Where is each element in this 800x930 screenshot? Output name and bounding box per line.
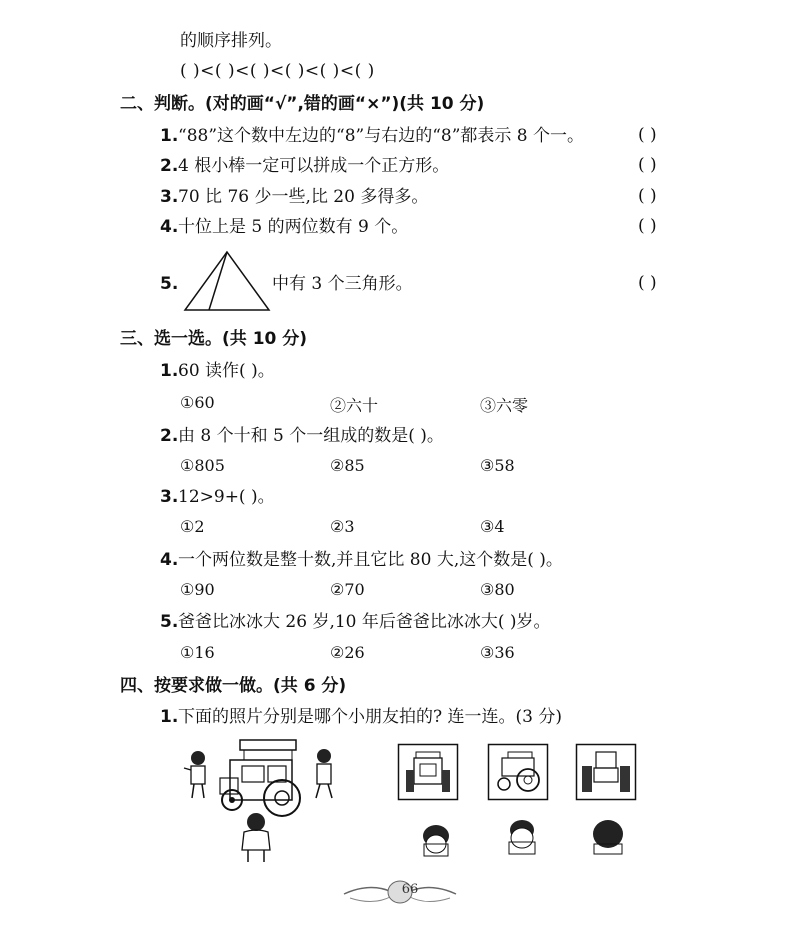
option-3[interactable]: ③六零: [480, 396, 529, 415]
item-text[interactable]: 一个两位数是整十数,并且它比 80 大,这个数是( )。: [178, 550, 563, 570]
option-2[interactable]: ②六十: [330, 396, 379, 415]
item-number: 4.: [160, 550, 179, 570]
item-number: 1.: [160, 361, 179, 381]
item-number: 3.: [160, 187, 179, 207]
item-text[interactable]: 60 读作( )。: [178, 361, 275, 381]
option-1[interactable]: ①60: [180, 393, 215, 412]
option-3[interactable]: ③4: [480, 517, 505, 536]
option-3[interactable]: ③58: [480, 456, 515, 475]
item-text: 70 比 76 少一些,比 20 多得多。: [178, 187, 429, 207]
section-2-heading: 二、判断。(对的画“√”,错的画“×”)(共 10 分): [120, 94, 485, 114]
option-1[interactable]: ①90: [180, 580, 215, 599]
answer-paren[interactable]: ( ): [638, 186, 657, 206]
continuation-text: 的顺序排列。: [180, 31, 282, 51]
scene-tractor-children-illustration: [182, 738, 342, 863]
option-2[interactable]: ②70: [330, 580, 365, 599]
item-text: “88”这个数中左边的“8”与右边的“8”都表示 8 个一。: [178, 126, 585, 146]
item-text[interactable]: 12>9+( )。: [178, 487, 275, 507]
child-taking-photo-3[interactable]: [588, 818, 628, 856]
item-text[interactable]: 爸爸比冰冰大 26 岁,10 年后爸爸比冰冰大( )岁。: [178, 612, 551, 632]
order-blanks-row[interactable]: ( )<( )<( )<( )<( )<( ): [180, 61, 375, 81]
photo-front-view-tractor[interactable]: [398, 744, 458, 800]
item-number: 5.: [160, 612, 179, 632]
item-number: 1.: [160, 707, 179, 727]
triangle-figure: [182, 250, 272, 312]
item-number: 2.: [160, 156, 179, 176]
answer-paren[interactable]: ( ): [638, 216, 657, 236]
section-4-heading: 四、按要求做一做。(共 6 分): [120, 676, 347, 696]
option-1[interactable]: ①2: [180, 517, 205, 536]
item-number: 5.: [160, 274, 179, 294]
answer-paren[interactable]: ( ): [638, 155, 657, 175]
item-text: 下面的照片分别是哪个小朋友拍的? 连一连。(3 分): [178, 707, 563, 727]
answer-paren[interactable]: ( ): [638, 125, 657, 145]
photo-rear-view-tractor[interactable]: [576, 744, 636, 800]
option-1[interactable]: ①805: [180, 456, 225, 475]
option-2[interactable]: ②3: [330, 517, 355, 536]
photo-side-view-tractor[interactable]: [488, 744, 548, 800]
item-number: 1.: [160, 126, 179, 146]
section-3-heading: 三、选一选。(共 10 分): [120, 329, 308, 349]
item-number: 2.: [160, 426, 179, 446]
option-2[interactable]: ②26: [330, 643, 365, 662]
option-3[interactable]: ③36: [480, 643, 515, 662]
option-1[interactable]: ①16: [180, 643, 215, 662]
item-text[interactable]: 由 8 个十和 5 个一组成的数是( )。: [178, 426, 444, 446]
option-2[interactable]: ②85: [330, 456, 365, 475]
option-3[interactable]: ③80: [480, 580, 515, 599]
item-text: 4 根小棒一定可以拼成一个正方形。: [178, 156, 450, 176]
item-number: 4.: [160, 217, 179, 237]
page-number: 66: [401, 882, 419, 897]
child-taking-photo-2[interactable]: [502, 818, 542, 856]
answer-paren[interactable]: ( ): [638, 273, 657, 293]
item-text: 十位上是 5 的两位数有 9 个。: [178, 217, 409, 237]
child-taking-photo-1[interactable]: [416, 822, 456, 860]
item-number: 3.: [160, 487, 179, 507]
item-text: 中有 3 个三角形。: [272, 274, 413, 294]
